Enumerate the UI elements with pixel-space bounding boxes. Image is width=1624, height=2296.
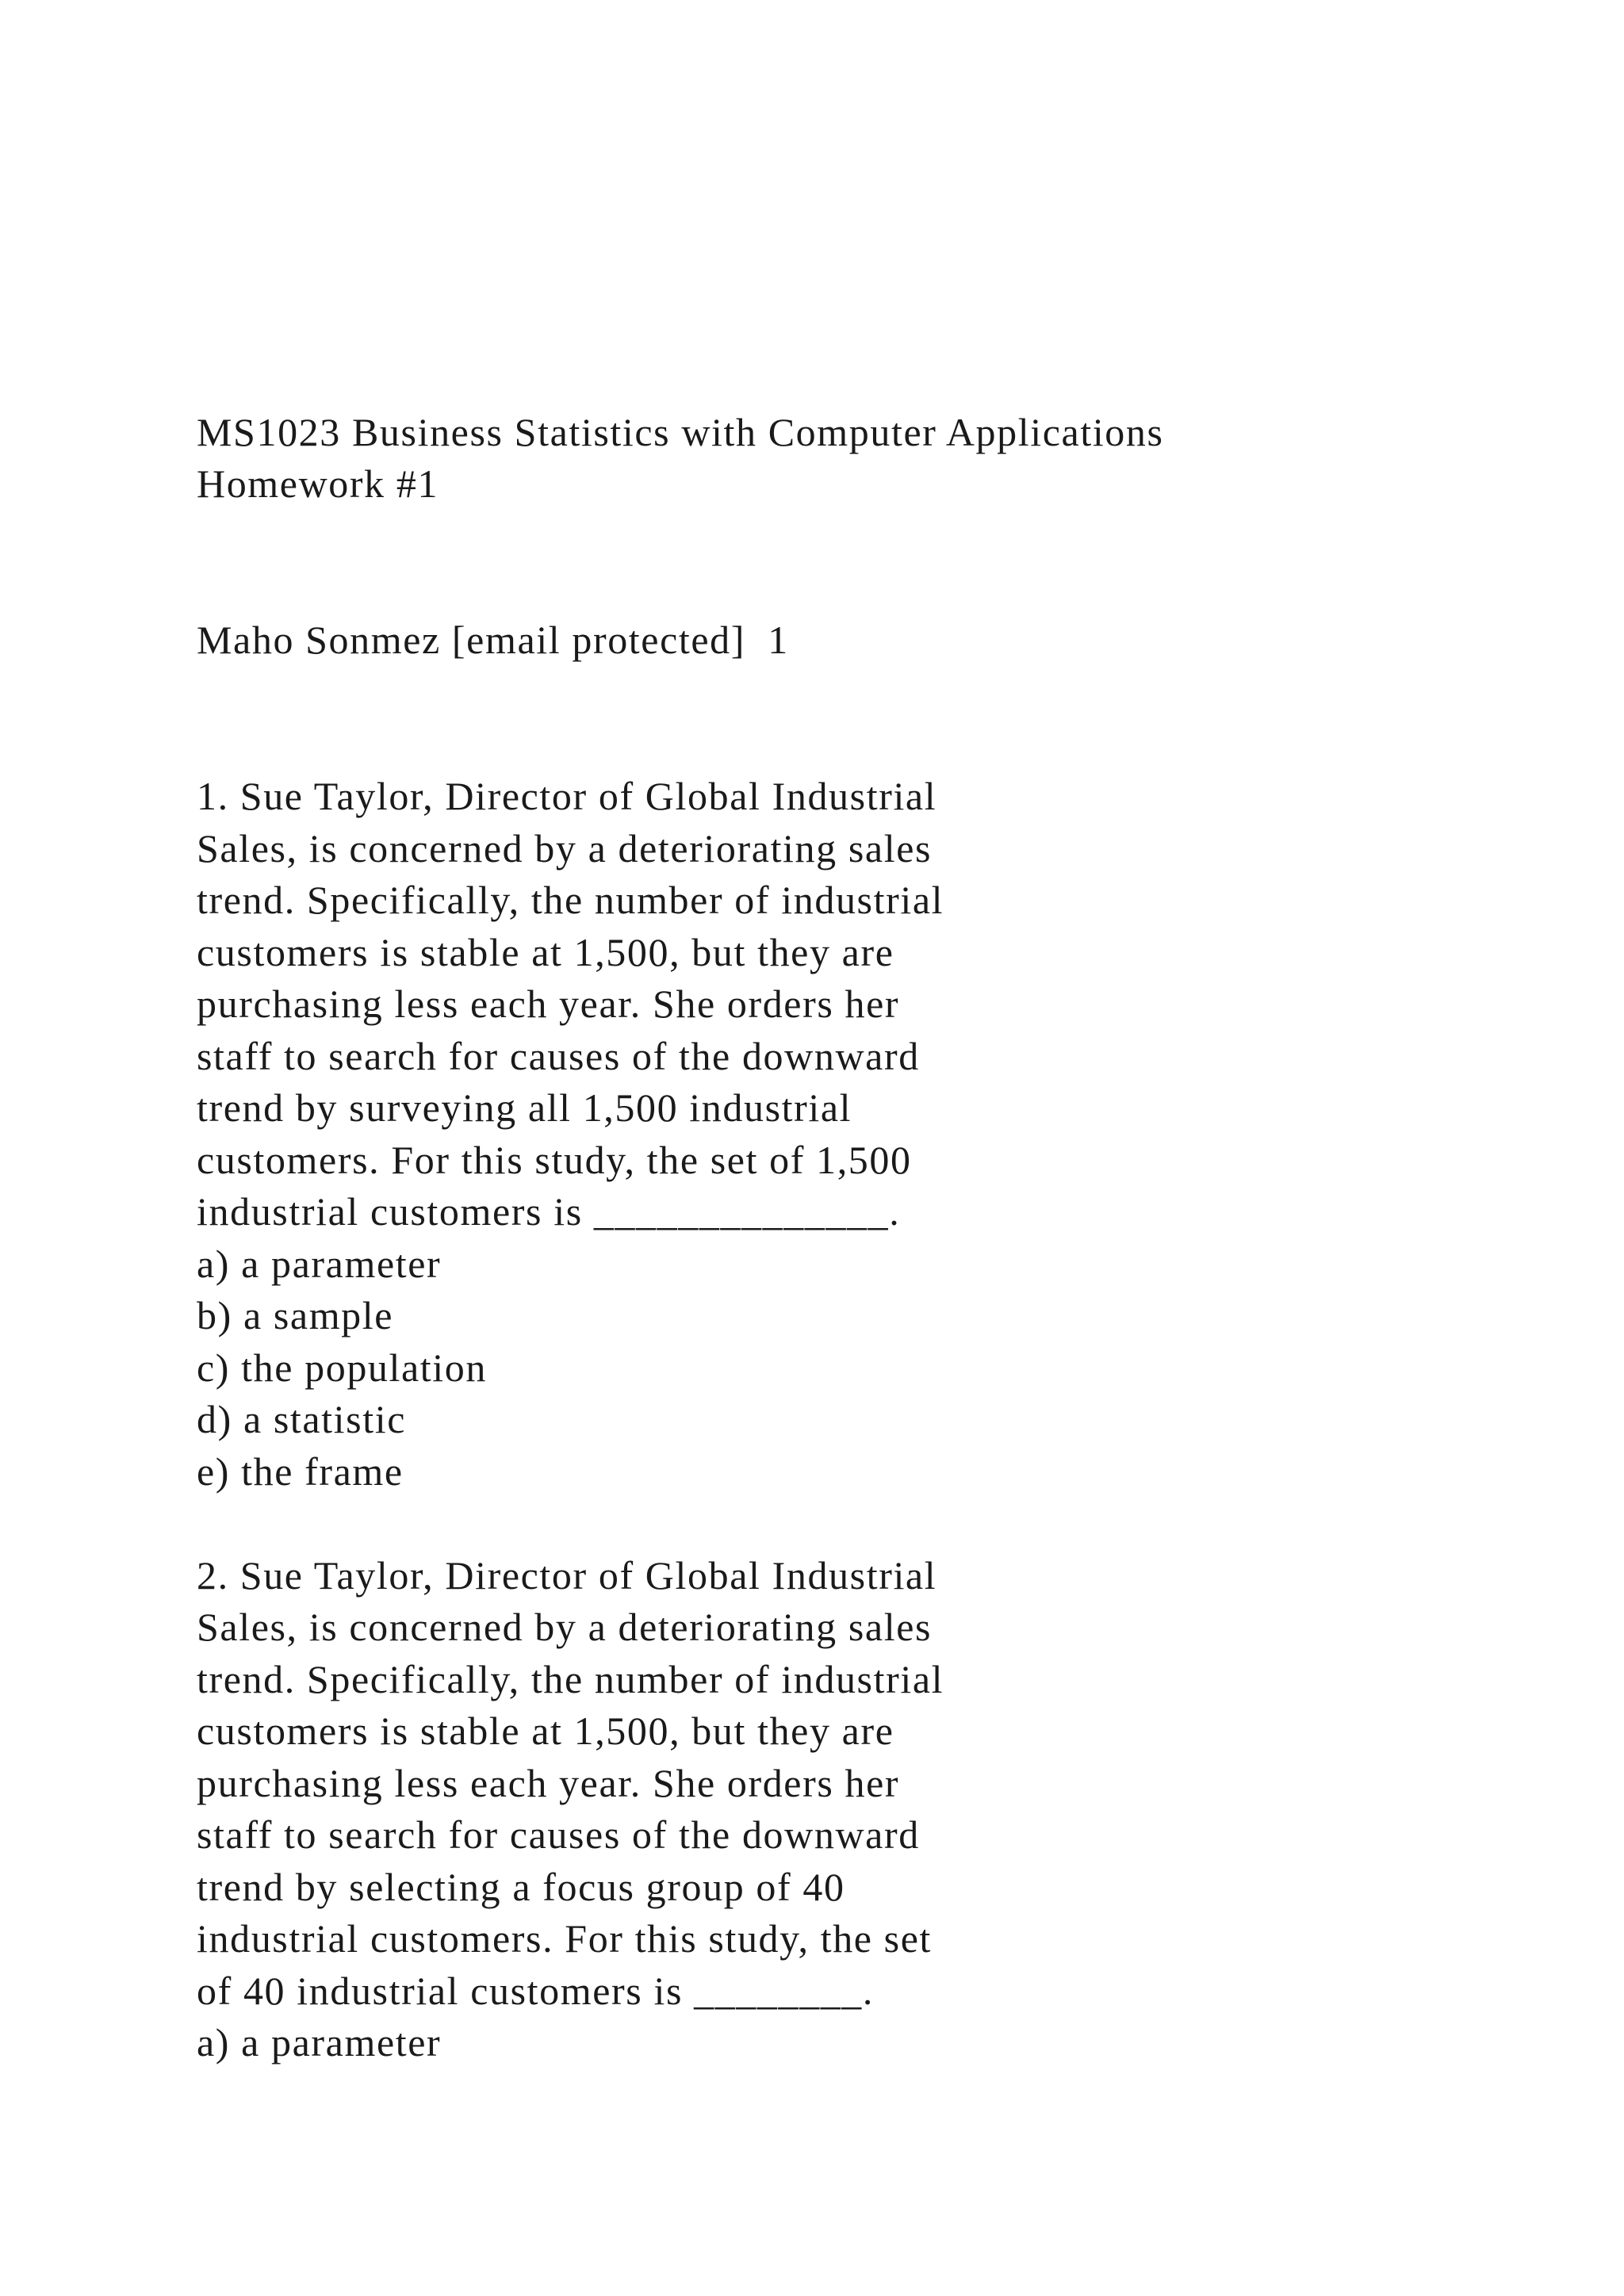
question-1-line: customers. For this study, the set of 1,500	[197, 1138, 912, 1182]
question-2-line: staff to search for causes of the downward	[197, 1812, 920, 1857]
question-1-line: customers is stable at 1,500, but they are	[197, 930, 894, 974]
question-2-line: trend. Specifically, the number of industrial	[197, 1657, 944, 1701]
question-1-line: Sales, is concerned by a deteriorating sales	[197, 826, 933, 871]
document-title: MS1023 Business Statistics with Computer Applications	[197, 410, 1164, 454]
question-2-line: industrial customers. For this study, the set	[197, 1916, 933, 1961]
question-1-line: staff to search for causes of the downward	[197, 1034, 920, 1078]
question-1-line: trend by surveying all 1,500 industrial	[197, 1085, 852, 1130]
question-1-line: 1. Sue Taylor, Director of Global Industrial	[197, 774, 937, 818]
question-1-line: industrial customers is ______________.	[197, 1189, 901, 1234]
question-1-line: purchasing less each year. She orders her	[197, 982, 900, 1026]
question-1-option-c: c) the population	[197, 1345, 487, 1390]
question-1-option-b: b) a sample	[197, 1293, 394, 1337]
question-2-option-a: a) a parameter	[197, 2020, 442, 2064]
question-1-option-e: e) the frame	[197, 1449, 404, 1494]
question-2-line: of 40 industrial customers is ________.	[197, 1969, 875, 2013]
question-2-line: purchasing less each year. She orders her	[197, 1761, 900, 1805]
document-subtitle: Homework #1	[197, 461, 439, 506]
question-2-line: customers is stable at 1,500, but they are	[197, 1709, 894, 1753]
author-line: Maho Sonmez [email protected] 1	[197, 618, 789, 662]
question-2-line: trend by selecting a focus group of 40	[197, 1865, 845, 1909]
question-1-option-d: d) a statistic	[197, 1397, 407, 1441]
question-1-option-a: a) a parameter	[197, 1242, 442, 1286]
question-2-line: Sales, is concerned by a deteriorating sales	[197, 1605, 933, 1649]
question-2-line: 2. Sue Taylor, Director of Global Industrial	[197, 1553, 937, 1598]
question-1-line: trend. Specifically, the number of industrial	[197, 878, 944, 922]
